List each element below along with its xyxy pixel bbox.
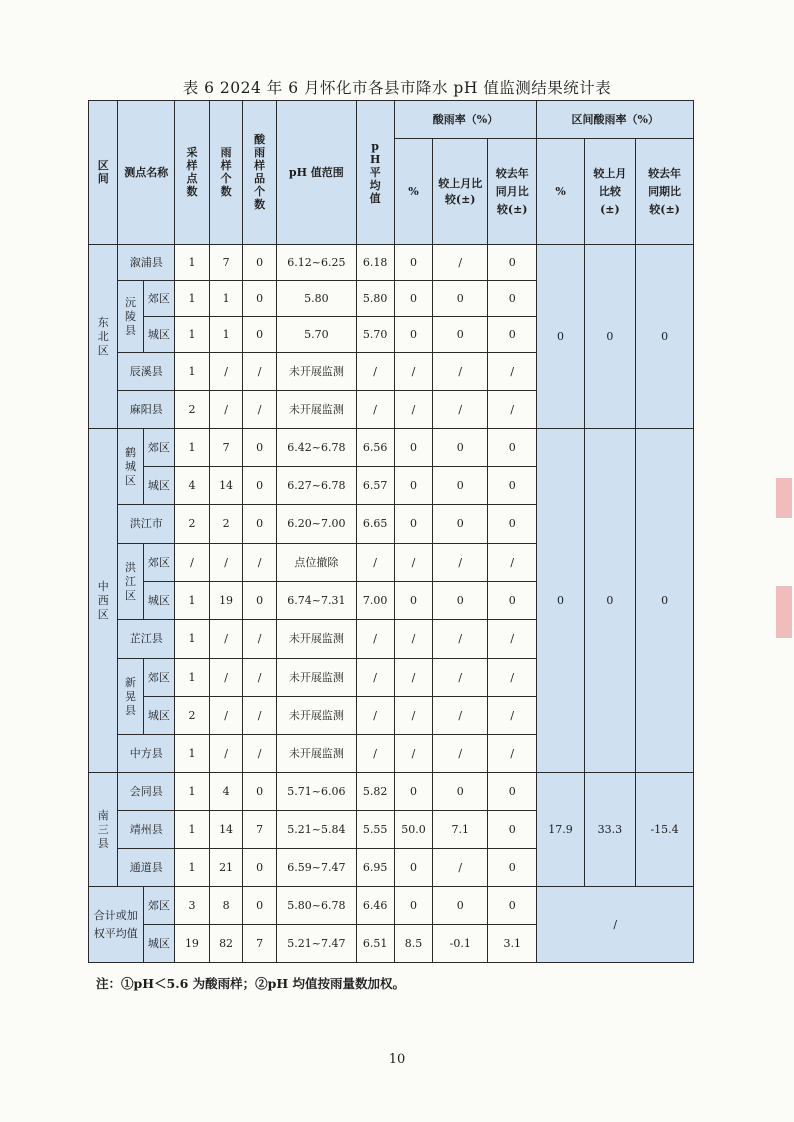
header-acid-rate: 酸雨率（%） (394, 101, 537, 139)
region-northeast-vs-year: 0 (636, 245, 694, 429)
header-ph-range: pH 值范围 (276, 101, 356, 245)
table-row: 辰溪县 1 / / 未开展监测 / / / / (89, 353, 694, 391)
group-xinhuang: 新晃县 (118, 659, 143, 735)
header-vs-last-month: 较上月比较(±) (433, 139, 488, 245)
header-ph-avg: pH平均值 (356, 101, 394, 245)
header-samples: 采样点数 (175, 101, 210, 245)
region-south-rate: 17.9 (537, 773, 584, 887)
table-row: 南三县 会同县 1 4 0 5.71~6.06 5.82 0 0 0 17.9 33.3 -15.4 (89, 773, 694, 811)
table-row: 城区 1 1 0 5.70 5.70 0 0 0 (89, 317, 694, 353)
header-pct: % (394, 139, 433, 245)
table-row: 靖州县 1 14 7 5.21~5.84 5.55 50.0 7.1 0 (89, 811, 694, 849)
table-row: 通道县 1 21 0 6.59~7.47 6.95 0 / 0 (89, 849, 694, 887)
group-yuanling: 沅陵县 (118, 281, 143, 353)
page-number: 10 (388, 1052, 406, 1067)
table-row: 麻阳县 2 / / 未开展监测 / / / / (89, 391, 694, 429)
header-vs-last-year: 较去年同月比较(±) (488, 139, 537, 245)
region-central-west-vs-year: 0 (636, 429, 694, 773)
region-northeast-rate: 0 (537, 245, 584, 429)
total-label: 合计或加权平均值 (89, 887, 144, 963)
table-row: 洪江区 郊区 / / / 点位撤除 / / / / (89, 544, 694, 582)
table-row: 洪江市 2 2 0 6.20~7.00 6.65 0 0 0 (89, 505, 694, 544)
table-row: 城区 1 19 0 6.74~7.31 7.00 0 0 0 (89, 582, 694, 620)
region-south-vs-month: 33.3 (584, 773, 635, 887)
header-station: 测点名称 (118, 101, 175, 245)
table-row: 中方县 1 / / 未开展监测 / / / / (89, 735, 694, 773)
header-region-pct: % (537, 139, 584, 245)
table-row: 合计或加权平均值 郊区 3 8 0 5.80~6.78 6.46 0 0 0 / (89, 887, 694, 925)
table-row: 城区 4 14 0 6.27~6.78 6.57 0 0 0 (89, 467, 694, 505)
region-central-west: 中西区 (89, 429, 118, 773)
region-northeast: 东北区 (89, 245, 118, 429)
header-region-rate: 区间酸雨率（%） (537, 101, 694, 139)
table-row: 沅陵县 郊区 1 1 0 5.80 5.80 0 0 0 (89, 281, 694, 317)
table-row: 中西区 鹤城区 郊区 1 7 0 6.42~6.78 6.56 0 0 0 0 0 0 (89, 429, 694, 467)
header-rain: 雨样个数 (209, 101, 243, 245)
region-central-west-vs-month: 0 (584, 429, 635, 773)
seal-mark (776, 478, 792, 518)
header-row-1 (89, 101, 694, 139)
footnote: 注：①pH＜5.6 为酸雨样；②pH 均值按雨量数加权。 (96, 976, 406, 991)
table-row: 新晃县 郊区 1 / / 未开展监测 / / / / (89, 659, 694, 697)
header-district: 区间 (89, 101, 118, 245)
total-region-merged: / (537, 887, 694, 963)
table-row: 城区 19 82 7 5.21~7.47 6.51 8.5 -0.1 3.1 (89, 925, 694, 963)
header-region-vs-last-year: 较去年同期比较(±) (636, 139, 694, 245)
header-acid: 酸雨样品个数 (243, 101, 277, 245)
table-row: 芷江县 1 / / 未开展监测 / / / / (89, 620, 694, 659)
ph-monitoring-table (88, 100, 694, 963)
table-row: 城区 2 / / 未开展监测 / / / / (89, 697, 694, 735)
region-south-vs-year: -15.4 (636, 773, 694, 887)
region-northeast-vs-month: 0 (584, 245, 635, 429)
header-region-vs-last-month: 较上月比较(±) (584, 139, 635, 245)
region-central-west-rate: 0 (537, 429, 584, 773)
table-title: 表 6 2024 年 6 月怀化市各县市降水 pH 值监测结果统计表 (182, 79, 612, 97)
region-south: 南三县 (89, 773, 118, 887)
group-hecheng: 鹤城区 (118, 429, 143, 505)
group-hongjiang: 洪江区 (118, 544, 143, 620)
table-row: 东北区 溆浦县 1 7 0 6.12~6.25 6.18 0 / 0 0 0 0 (89, 245, 694, 281)
seal-mark (776, 586, 792, 638)
